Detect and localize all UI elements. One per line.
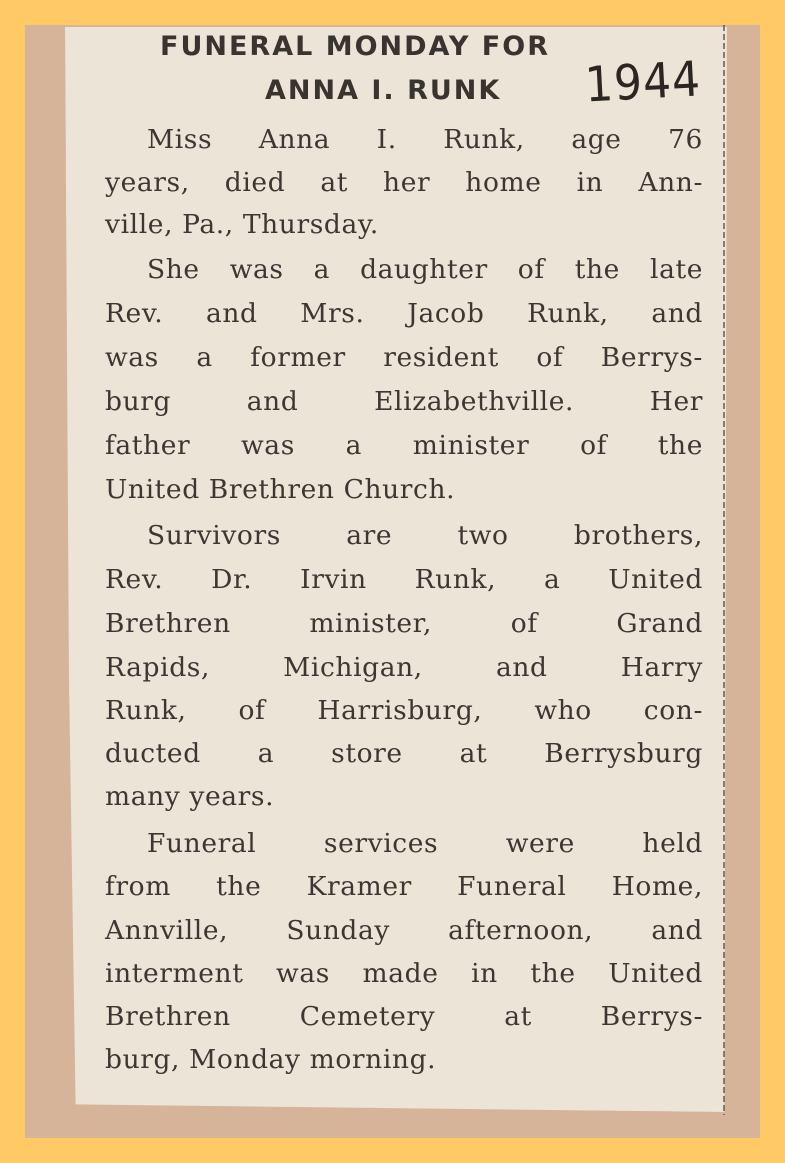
- body-line: Annville, Sunday afternoon, and: [105, 915, 703, 946]
- body-line: ducted a store at Berrysburg: [105, 738, 703, 769]
- body-line: many years.: [105, 781, 275, 812]
- body-line: Rapids, Michigan, and Harry: [105, 652, 703, 683]
- body-line: Survivors are two brothers,: [147, 520, 703, 551]
- body-line: United Brethren Church.: [105, 474, 456, 505]
- handwritten-year: 1944: [583, 51, 703, 114]
- scan-background: [25, 25, 760, 1138]
- headline-line-1: FUNERAL MONDAY FOR: [160, 31, 550, 62]
- body-line: Brethren minister, of Grand: [105, 608, 703, 639]
- column-rule: [723, 25, 725, 1115]
- body-line: Funeral services were held: [147, 828, 703, 859]
- body-line: Rev. Dr. Irvin Runk, a United: [105, 564, 703, 595]
- body-line: burg, Monday morning.: [105, 1044, 437, 1075]
- body-line: father was a minister of the: [105, 430, 703, 461]
- body-line: years, died at her home in Ann-: [105, 167, 703, 198]
- body-line: Brethren Cemetery at Berrys-: [105, 1001, 703, 1032]
- body-line: ville, Pa., Thursday.: [105, 209, 379, 240]
- body-line: She was a daughter of the late: [147, 254, 703, 285]
- headline-line-2: ANNA I. RUNK: [265, 75, 502, 106]
- body-line: interment was made in the United: [105, 958, 703, 989]
- body-line: was a former resident of Berrys-: [105, 342, 703, 373]
- body-line: Runk, of Harrisburg, who con-: [105, 695, 703, 726]
- body-line: from the Kramer Funeral Home,: [105, 871, 703, 902]
- body-line: Miss Anna I. Runk, age 76: [147, 124, 703, 155]
- body-line: burg and Elizabethville. Her: [105, 386, 703, 417]
- body-line: Rev. and Mrs. Jacob Runk, and: [105, 298, 703, 329]
